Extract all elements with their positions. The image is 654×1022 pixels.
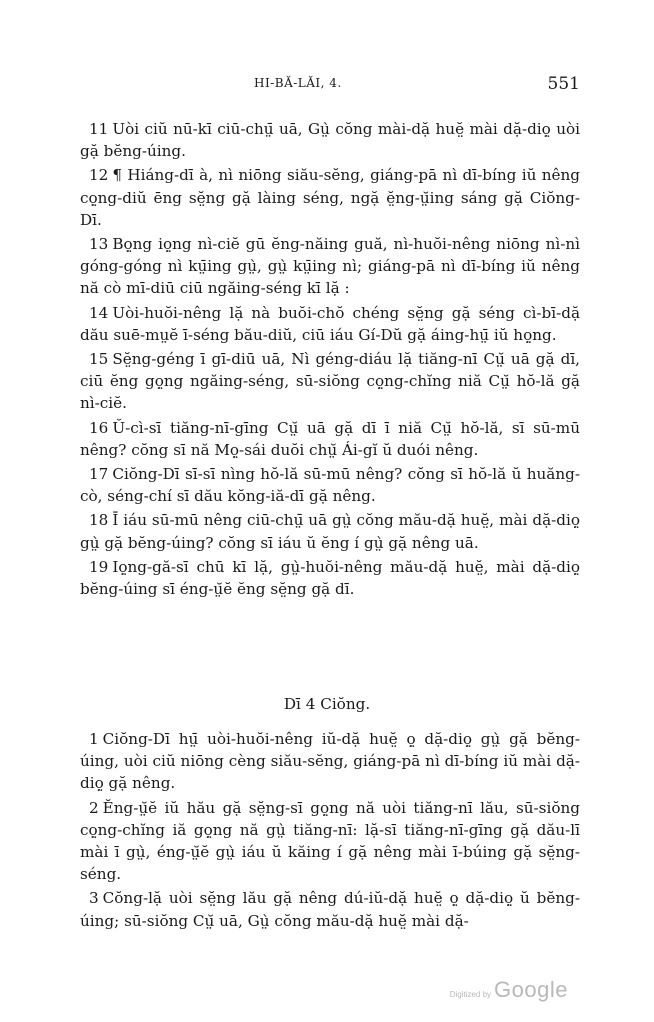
verse [80, 728, 580, 795]
verse-text: ¶ Hiáng-dī à, nì niōng siău-sĕng, giáng-pā nì dī-bíng iŭ nêng cọ̤ng-diŭ ēng sĕ̤ng gặ làing séng, ngặ ĕ̤ng-ṳ̆ing sáng gặ Ciŏng-Dī. [80, 166, 580, 229]
verse [80, 302, 580, 346]
verse [80, 463, 580, 507]
chapter-heading: Dī 4 Ciŏng. [283, 695, 371, 713]
verse-text: Ciŏng-Dī hṳ̄ uòi-huŏi-nêng iŭ-dặ huĕ̤ ọ̤ dặ-diọ̤ gṳ̀ gặ bĕng-úing, uòi ciŭ niōng cèng siău-sĕng, giáng-pā nì dī-bíng iŭ mài dặ-diọ̤ gặ nêng. [80, 730, 580, 793]
verse-text: Uòi ciŭ nū-kī ciū-chṳ̄ uā, Gṳ̀ cŏng mài-dặ huĕ̤ mài dặ-diọ̤ uòi gặ bĕng-úing. [80, 120, 580, 161]
verse-number: 16 [89, 418, 109, 437]
verse-number: 19 [89, 557, 109, 576]
verse [80, 348, 580, 415]
verse-text: Cŏng-lặ uòi sĕ̤ng lău gặ nêng dú-iŭ-dặ huĕ̤ ọ̤ dặ-diọ̤ ŭ bĕng-úing; sū-siŏng Cṳ̆ uā, Gṳ̀ cŏng mău-dặ huĕ̤ mài dặ- [80, 889, 580, 930]
verse [80, 887, 580, 931]
verse [80, 797, 580, 886]
verses-chapter-3 [80, 118, 580, 602]
verse [80, 233, 580, 300]
verse-number: 14 [89, 303, 109, 322]
page-header [80, 74, 580, 100]
verse-text: Ŭ-cì-sī tiăng-nī-gīng Cṳ̆ uā gặ dī ī niă Cṳ̆ hŏ-lă, sī sū-mū nêng? cŏng sī nă Mọ̤-sái duŏi chṳ̆ Ái-gĭ ŭ duói nêng. [80, 418, 580, 459]
verse-text: Sĕ̤ng-géng ī gī-diū uā, Nì géng-diáu lặ tiăng-nī Cṳ̆ uā gặ dī, ciū ĕng gọ̤ng ngăing-séng, sū-siŏng cọ̤ng-chĭng niă Cṳ̆ hŏ-lă gặ nì-ciĕ. [80, 350, 580, 413]
verse-number: 12 [89, 166, 109, 185]
verse [80, 509, 580, 553]
verse-text: Uòi-huŏi-nêng lặ nà buŏi-chŏ chéng sĕ̤ng gặ séng cì-bī-dặ dău suē-mṳĕ ī-séng bău-diŭ, ciū iáu Gí-Dŭ gặ áing-hṳ̄ iŭ họ̤ng. [80, 303, 580, 344]
verse-number: 3 [89, 889, 99, 908]
verse-number: 1 [89, 730, 99, 748]
digitized-watermark [450, 977, 568, 1003]
verse-text: Iọ̤ng-gă-sī chū kī lặ, gṳ̀-huŏi-nêng mău-dặ huĕ̤, mài dặ-diọ̤ bĕng-úing sī éng-ṳ̆ĕ ĕng sĕ̤ng gặ dī. [80, 557, 580, 599]
verse-number: 2 [89, 798, 99, 817]
verse-number: 13 [89, 235, 109, 254]
verse [80, 417, 580, 461]
google-logo: Google [494, 977, 568, 1002]
verse-number: 15 [89, 350, 109, 369]
verses-chapter-4 [80, 728, 580, 934]
verse-text: Ĕng-ṳ̆ĕ iŭ hău gặ sĕ̤ng-sī gọ̤ng nă uòi tiăng-nī lău, sū-siŏng cọ̤ng-chĭng iă gọ̤ng nă gṳ̀ tiăng-nī: lặ-sī tiăng-nī-gīng gặ dău-lī mài ī gṳ̀, éng-ṳ̆ĕ gṳ̀ iáu ŭ kăing í gặ nêng mài ī-búing gặ sĕ̤ng-séng. [80, 798, 580, 884]
verse [80, 118, 580, 162]
verse-text: Ciŏng-Dī sī-sī nìng hŏ-lă sū-mū nêng? cŏng sī hŏ-lă ŭ huăng-cò, séng-chí sī dău kŏng-iă-dī gặ nêng. [80, 465, 580, 506]
verse-number: 18 [89, 511, 109, 530]
verse [80, 556, 580, 600]
verse [80, 164, 580, 231]
running-head: HI-BĂ-LĂI, 4. [254, 76, 342, 90]
watermark-prefix: Digitized by [449, 990, 492, 999]
page-number: 551 [547, 74, 580, 94]
verse-number: 11 [89, 120, 109, 138]
verse-number: 17 [89, 465, 109, 484]
verse-text: Bọ̤ng iọ̤ng nì-ciĕ gū ĕng-năing guă, nì-huŏi-nêng niōng nì-nì góng-góng nì kṳ̄ing gṳ̀, gṳ̀ kṳ̄ing nì; giáng-pā nì dī-bíng iŭ nêng nă cò mī-diū ciū ngăing-séng kī lặ : [80, 235, 580, 298]
verse-text: Ī iáu sū-mū nêng ciū-chṳ̄ uā gṳ̀ cŏng mău-dặ huĕ̤, mài dặ-diọ̤ gṳ̀ gặ bĕng-úing? cŏng sī iáu ŭ ĕng í gṳ̀ gặ nêng uā. [80, 511, 580, 552]
